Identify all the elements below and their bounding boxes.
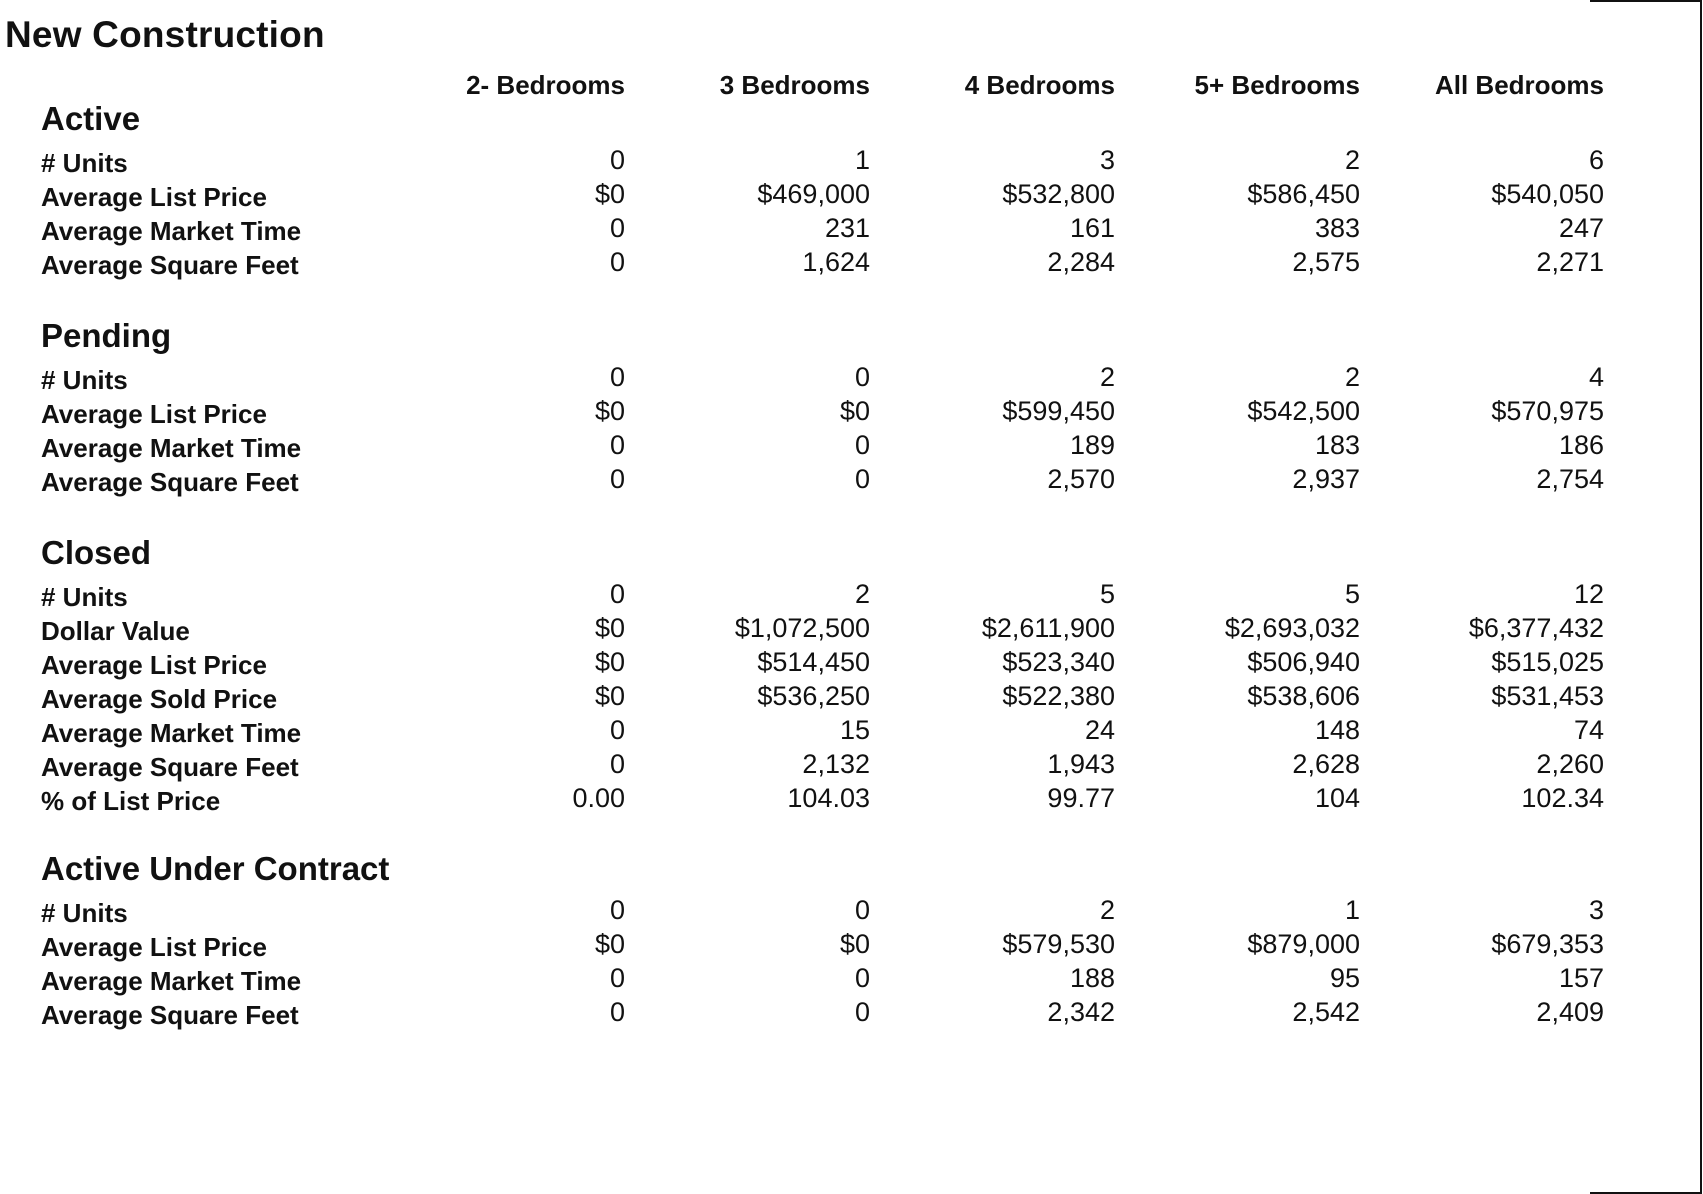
table-cell: $0 <box>839 396 870 426</box>
table-cell: $531,453 <box>1491 681 1604 711</box>
table-cell: 0.00 <box>572 783 625 813</box>
row-label: Average Market Time <box>41 718 302 748</box>
table-cell: 2,132 <box>802 749 870 779</box>
table-row <box>0 647 1703 684</box>
table-cell: 104 <box>1314 783 1360 813</box>
table-cell: $679,353 <box>1491 929 1604 959</box>
table-row <box>0 715 1703 752</box>
table-cell: 0 <box>854 963 870 993</box>
table-cell: 0 <box>609 430 625 460</box>
table-cell: 2,754 <box>1536 464 1604 494</box>
row-label: Average Square Feet <box>41 752 299 782</box>
table-cell: 0 <box>854 362 870 392</box>
table-cell: 247 <box>1558 213 1604 243</box>
column-header-3-bedrooms: 3 Bedrooms <box>719 70 870 100</box>
table-cell: $0 <box>839 929 870 959</box>
table-cell: 188 <box>1069 963 1115 993</box>
section-title: Active Under Contract <box>41 850 390 887</box>
table-cell: 5 <box>1344 579 1360 609</box>
table-cell: 2,284 <box>1047 247 1115 277</box>
table-cell: 0 <box>609 145 625 175</box>
row-label: Dollar Value <box>41 616 190 646</box>
table-cell: $469,000 <box>757 179 870 209</box>
table-row <box>0 430 1703 467</box>
row-label: Average List Price <box>41 932 267 962</box>
table-cell: $540,050 <box>1491 179 1604 209</box>
section-title: Active <box>41 100 141 137</box>
table-cell: 0 <box>609 247 625 277</box>
table-cell: $514,450 <box>757 647 870 677</box>
table-cell: $536,250 <box>757 681 870 711</box>
table-row <box>0 464 1703 501</box>
table-cell: $1,072,500 <box>734 613 870 643</box>
table-row <box>0 145 1703 182</box>
table-cell: 0 <box>609 464 625 494</box>
table-cell: 104.03 <box>787 783 870 813</box>
table-cell: $599,450 <box>1002 396 1115 426</box>
table-cell: $506,940 <box>1247 647 1360 677</box>
table-cell: 74 <box>1573 715 1604 745</box>
column-header-2-bedrooms: 2- Bedrooms <box>466 70 625 100</box>
table-cell: 157 <box>1558 963 1604 993</box>
table-cell: 0 <box>854 895 870 925</box>
frame-top-border <box>1590 0 1702 2</box>
table-cell: 0 <box>854 464 870 494</box>
table-cell: 186 <box>1558 430 1604 460</box>
table-cell: 2,271 <box>1536 247 1604 277</box>
table-cell: $879,000 <box>1247 929 1360 959</box>
table-cell: 2,575 <box>1292 247 1360 277</box>
row-label: # Units <box>41 582 128 612</box>
table-cell: $538,606 <box>1247 681 1360 711</box>
table-cell: $0 <box>594 681 625 711</box>
table-cell: 24 <box>1084 715 1115 745</box>
table-cell: 2 <box>1344 362 1360 392</box>
table-cell: 95 <box>1329 963 1360 993</box>
table-cell: 2,628 <box>1292 749 1360 779</box>
table-cell: $515,025 <box>1491 647 1604 677</box>
table-cell: 3 <box>1588 895 1604 925</box>
table-cell: 2 <box>854 579 870 609</box>
table-row <box>0 362 1703 399</box>
row-label: Average Sold Price <box>41 684 278 714</box>
column-header-5-plus-bedrooms: 5+ Bedrooms <box>1194 70 1360 100</box>
table-row <box>0 997 1703 1034</box>
table-cell: $522,380 <box>1002 681 1115 711</box>
table-row <box>0 895 1703 932</box>
table-cell: $6,377,432 <box>1468 613 1604 643</box>
table-cell: 2,542 <box>1292 997 1360 1027</box>
table-cell: 1,624 <box>802 247 870 277</box>
table-cell: $0 <box>594 929 625 959</box>
table-cell: $570,975 <box>1491 396 1604 426</box>
table-cell: 0 <box>609 213 625 243</box>
table-cell: 15 <box>839 715 870 745</box>
table-cell: 1 <box>1344 895 1360 925</box>
table-cell: $2,693,032 <box>1224 613 1360 643</box>
table-row <box>0 247 1703 284</box>
row-label: Average Square Feet <box>41 250 299 280</box>
row-label: Average Square Feet <box>41 1000 299 1030</box>
row-label: Average Market Time <box>41 966 302 996</box>
table-cell: 0 <box>609 715 625 745</box>
table-cell: 189 <box>1069 430 1115 460</box>
table-row <box>0 579 1703 616</box>
table-cell: $0 <box>594 613 625 643</box>
table-cell: $542,500 <box>1247 396 1360 426</box>
row-label: Average Square Feet <box>41 467 299 497</box>
table-cell: 6 <box>1588 145 1604 175</box>
table-cell: 0 <box>609 997 625 1027</box>
table-cell: 2 <box>1099 362 1115 392</box>
row-label: Average List Price <box>41 650 267 680</box>
table-row <box>0 613 1703 650</box>
table-cell: 0 <box>609 749 625 779</box>
table-cell: 2,937 <box>1292 464 1360 494</box>
table-row <box>0 396 1703 433</box>
row-label: # Units <box>41 898 128 928</box>
column-header-4-bedrooms: 4 Bedrooms <box>964 70 1115 100</box>
page-title: New Construction <box>5 14 325 55</box>
table-cell: 161 <box>1069 213 1115 243</box>
table-cell: 2,342 <box>1047 997 1115 1027</box>
table-cell: 102.34 <box>1521 783 1604 813</box>
table-cell: 183 <box>1314 430 1360 460</box>
table-cell: 5 <box>1099 579 1115 609</box>
row-label: # Units <box>41 148 128 178</box>
table-row <box>0 929 1703 966</box>
table-cell: $586,450 <box>1247 179 1360 209</box>
row-label: Average List Price <box>41 399 267 429</box>
table-cell: $0 <box>594 647 625 677</box>
row-label: Average Market Time <box>41 216 302 246</box>
table-cell: 0 <box>854 997 870 1027</box>
row-label: Average List Price <box>41 182 267 212</box>
table-cell: 99.77 <box>1047 783 1115 813</box>
table-row <box>0 783 1703 820</box>
table-cell: $2,611,900 <box>981 613 1115 643</box>
table-cell: 2 <box>1344 145 1360 175</box>
table-cell: 148 <box>1314 715 1360 745</box>
table-cell: 0 <box>854 430 870 460</box>
row-label: # Units <box>41 365 128 395</box>
table-cell: 2 <box>1099 895 1115 925</box>
table-cell: 231 <box>824 213 870 243</box>
table-cell: 0 <box>609 362 625 392</box>
table-row <box>0 963 1703 1000</box>
table-cell: $523,340 <box>1002 647 1115 677</box>
table-cell: $532,800 <box>1002 179 1115 209</box>
row-label: Average Market Time <box>41 433 302 463</box>
column-header-all-bedrooms: All Bedrooms <box>1434 70 1604 100</box>
table-cell: 2,260 <box>1536 749 1604 779</box>
table-row <box>0 213 1703 250</box>
table-cell: 1,943 <box>1047 749 1115 779</box>
section-title: Pending <box>41 317 172 354</box>
section-title: Closed <box>41 534 152 571</box>
table-cell: 12 <box>1573 579 1604 609</box>
row-label: % of List Price <box>41 786 221 816</box>
table-cell: $0 <box>594 396 625 426</box>
table-cell: 383 <box>1314 213 1360 243</box>
table-cell: 3 <box>1099 145 1115 175</box>
table-row <box>0 179 1703 216</box>
table-cell: 1 <box>854 145 870 175</box>
table-row <box>0 749 1703 786</box>
table-cell: 4 <box>1588 362 1604 392</box>
table-cell: 0 <box>609 895 625 925</box>
table-cell: 2,409 <box>1536 997 1604 1027</box>
table-cell: $579,530 <box>1002 929 1115 959</box>
table-cell: 2,570 <box>1047 464 1115 494</box>
table-cell: $0 <box>594 179 625 209</box>
table-cell: 0 <box>609 963 625 993</box>
table-cell: 0 <box>609 579 625 609</box>
table-row <box>0 681 1703 718</box>
